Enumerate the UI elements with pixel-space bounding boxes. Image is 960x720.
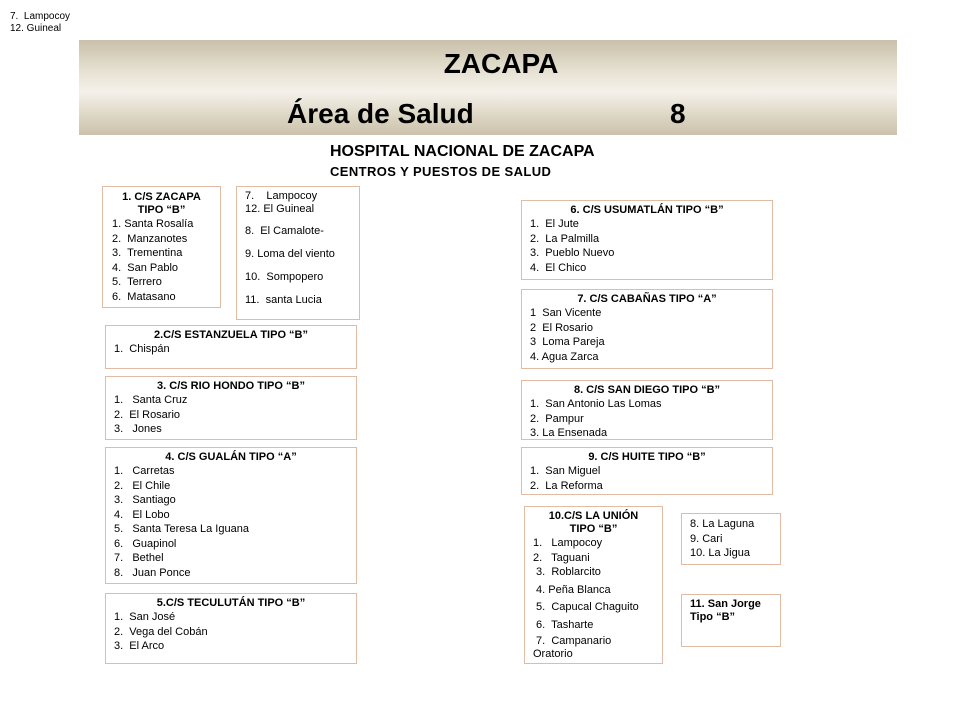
list-item: 6. Matasano [112,290,176,303]
list-item: 4. El Chico [530,261,587,274]
box-cs-la-union [524,506,663,664]
list-item: 12. El Guineal [245,203,315,215]
list-item: Oratorio [533,648,573,660]
list-item: 3. El Arco [114,640,165,652]
list-item: 1. San José [114,611,176,623]
list-item: 10. La Jigua [690,547,750,559]
list-item: 1. El Jute [530,218,579,230]
box-head: 10.C/S LA UNIÓN [548,510,639,522]
box-head: Tipo “B” [690,611,736,623]
box-cs-zacapa-continued [236,186,360,320]
list-item: 2. La Palmilla [530,232,600,245]
list-item: 3 Loma Pareja [530,336,605,348]
list-item: 3. Trementina [112,247,183,259]
list-item: 7. Lampocoy [245,190,318,202]
list-item: 3. Santiago [114,494,176,506]
box-head: 8. C/S SAN DIEGO TIPO “B” [573,384,721,396]
banner-subtitle: Área de Salud [287,98,474,129]
box-cs-gualan [105,447,357,584]
list-item: 8. El Camalote- [245,225,324,237]
corner-note-line: 7. Lampocoy [10,11,71,22]
list-item: 3. Roblarcito [533,566,601,578]
list-item: 3. Jones [114,423,162,435]
list-item: 8. La Laguna [690,518,755,530]
list-item: 5. Santa Teresa La Iguana [114,523,249,535]
banner-number: 8 [670,98,686,129]
corner-note [10,11,70,35]
list-item: 9. Loma del viento [245,248,335,260]
box-cs-san-jorge [681,594,781,647]
list-item: 4. El Lobo [114,508,170,521]
box-head: 1. C/S ZACAPA [122,191,201,203]
list-item: 2. Vega del Cobán [114,625,208,638]
list-item: 1. Carretas [114,465,175,477]
box-head: 7. C/S CABAÑAS TIPO “A” [577,293,717,305]
title-banner [79,40,897,135]
list-item: 10. Sompopero [245,271,324,283]
list-item: 9. Cari [690,532,723,545]
box-head: TIPO “B” [569,523,618,535]
list-item: 3. La Ensenada [530,427,608,439]
box-head: 11. San Jorge [690,598,761,610]
list-item: 4. San Pablo [112,261,179,274]
list-item: 1. Chispán [114,343,170,355]
list-item: 5. Capucal Chaguito [533,601,639,613]
corner-note-line: 12. Guineal [10,23,62,34]
list-item: 2. Pampur [530,412,584,425]
list-item: 3. Pueblo Nuevo [530,247,615,259]
list-item: 2 El Rosario [530,321,593,334]
box-head: 5.C/S TECULUTÁN TIPO “B” [156,597,306,609]
hospital-title: HOSPITAL NACIONAL DE ZACAPA [330,143,595,160]
list-item: 4. Peña Blanca [533,583,611,596]
box-cs-cabanas [521,289,773,369]
box-cs-usumatlan [521,200,773,280]
box-head: TIPO “B” [137,204,186,216]
list-item: 2. El Rosario [114,408,181,421]
box-cs-zacapa [102,186,221,308]
list-item: 1. San Antonio Las Lomas [530,398,662,410]
box-cs-san-diego [521,380,773,440]
list-item: 8. Juan Ponce [114,566,191,579]
list-item: 1. San Miguel [530,465,601,477]
box-head: 3. C/S RIO HONDO TIPO “B” [157,380,305,392]
list-item: 2. Manzanotes [112,232,188,245]
list-item: 1. Santa Rosalía [112,218,194,230]
box-cs-teculutan [105,593,357,664]
list-item: 6. Tasharte [533,618,594,631]
box-head: 9. C/S HUITE TIPO “B” [588,451,706,463]
list-item: 1. Santa Cruz [114,394,188,406]
centros-subtitle: CENTROS Y PUESTOS DE SALUD [330,164,552,179]
box-cs-rio-hondo [105,376,357,440]
list-item: 2. Taguani [533,551,590,564]
list-item: 7. Campanario [533,635,612,647]
box-head: 2.C/S ESTANZUELA TIPO “B” [153,329,308,341]
list-item: 1 San Vicente [530,307,602,319]
list-item: 5. Terrero [112,276,162,288]
banner-title: ZACAPA [443,48,559,79]
box-cs-la-union-continued [681,513,781,565]
list-item: 2. La Reforma [530,479,603,492]
list-item: 1. Lampocoy [533,537,603,549]
box-cs-huite [521,447,773,495]
box-head: 4. C/S GUALÁN TIPO “A” [165,451,297,463]
list-item: 6. Guapinol [114,537,177,550]
list-item: 11. santa Lucia [245,294,322,306]
list-item: 7. Bethel [114,552,164,564]
box-cs-estanzuela [105,325,357,369]
list-item: 2. El Chile [114,479,171,492]
list-item: 4. Agua Zarca [530,350,599,363]
box-head: 6. C/S USUMATLÁN TIPO “B” [570,204,724,216]
